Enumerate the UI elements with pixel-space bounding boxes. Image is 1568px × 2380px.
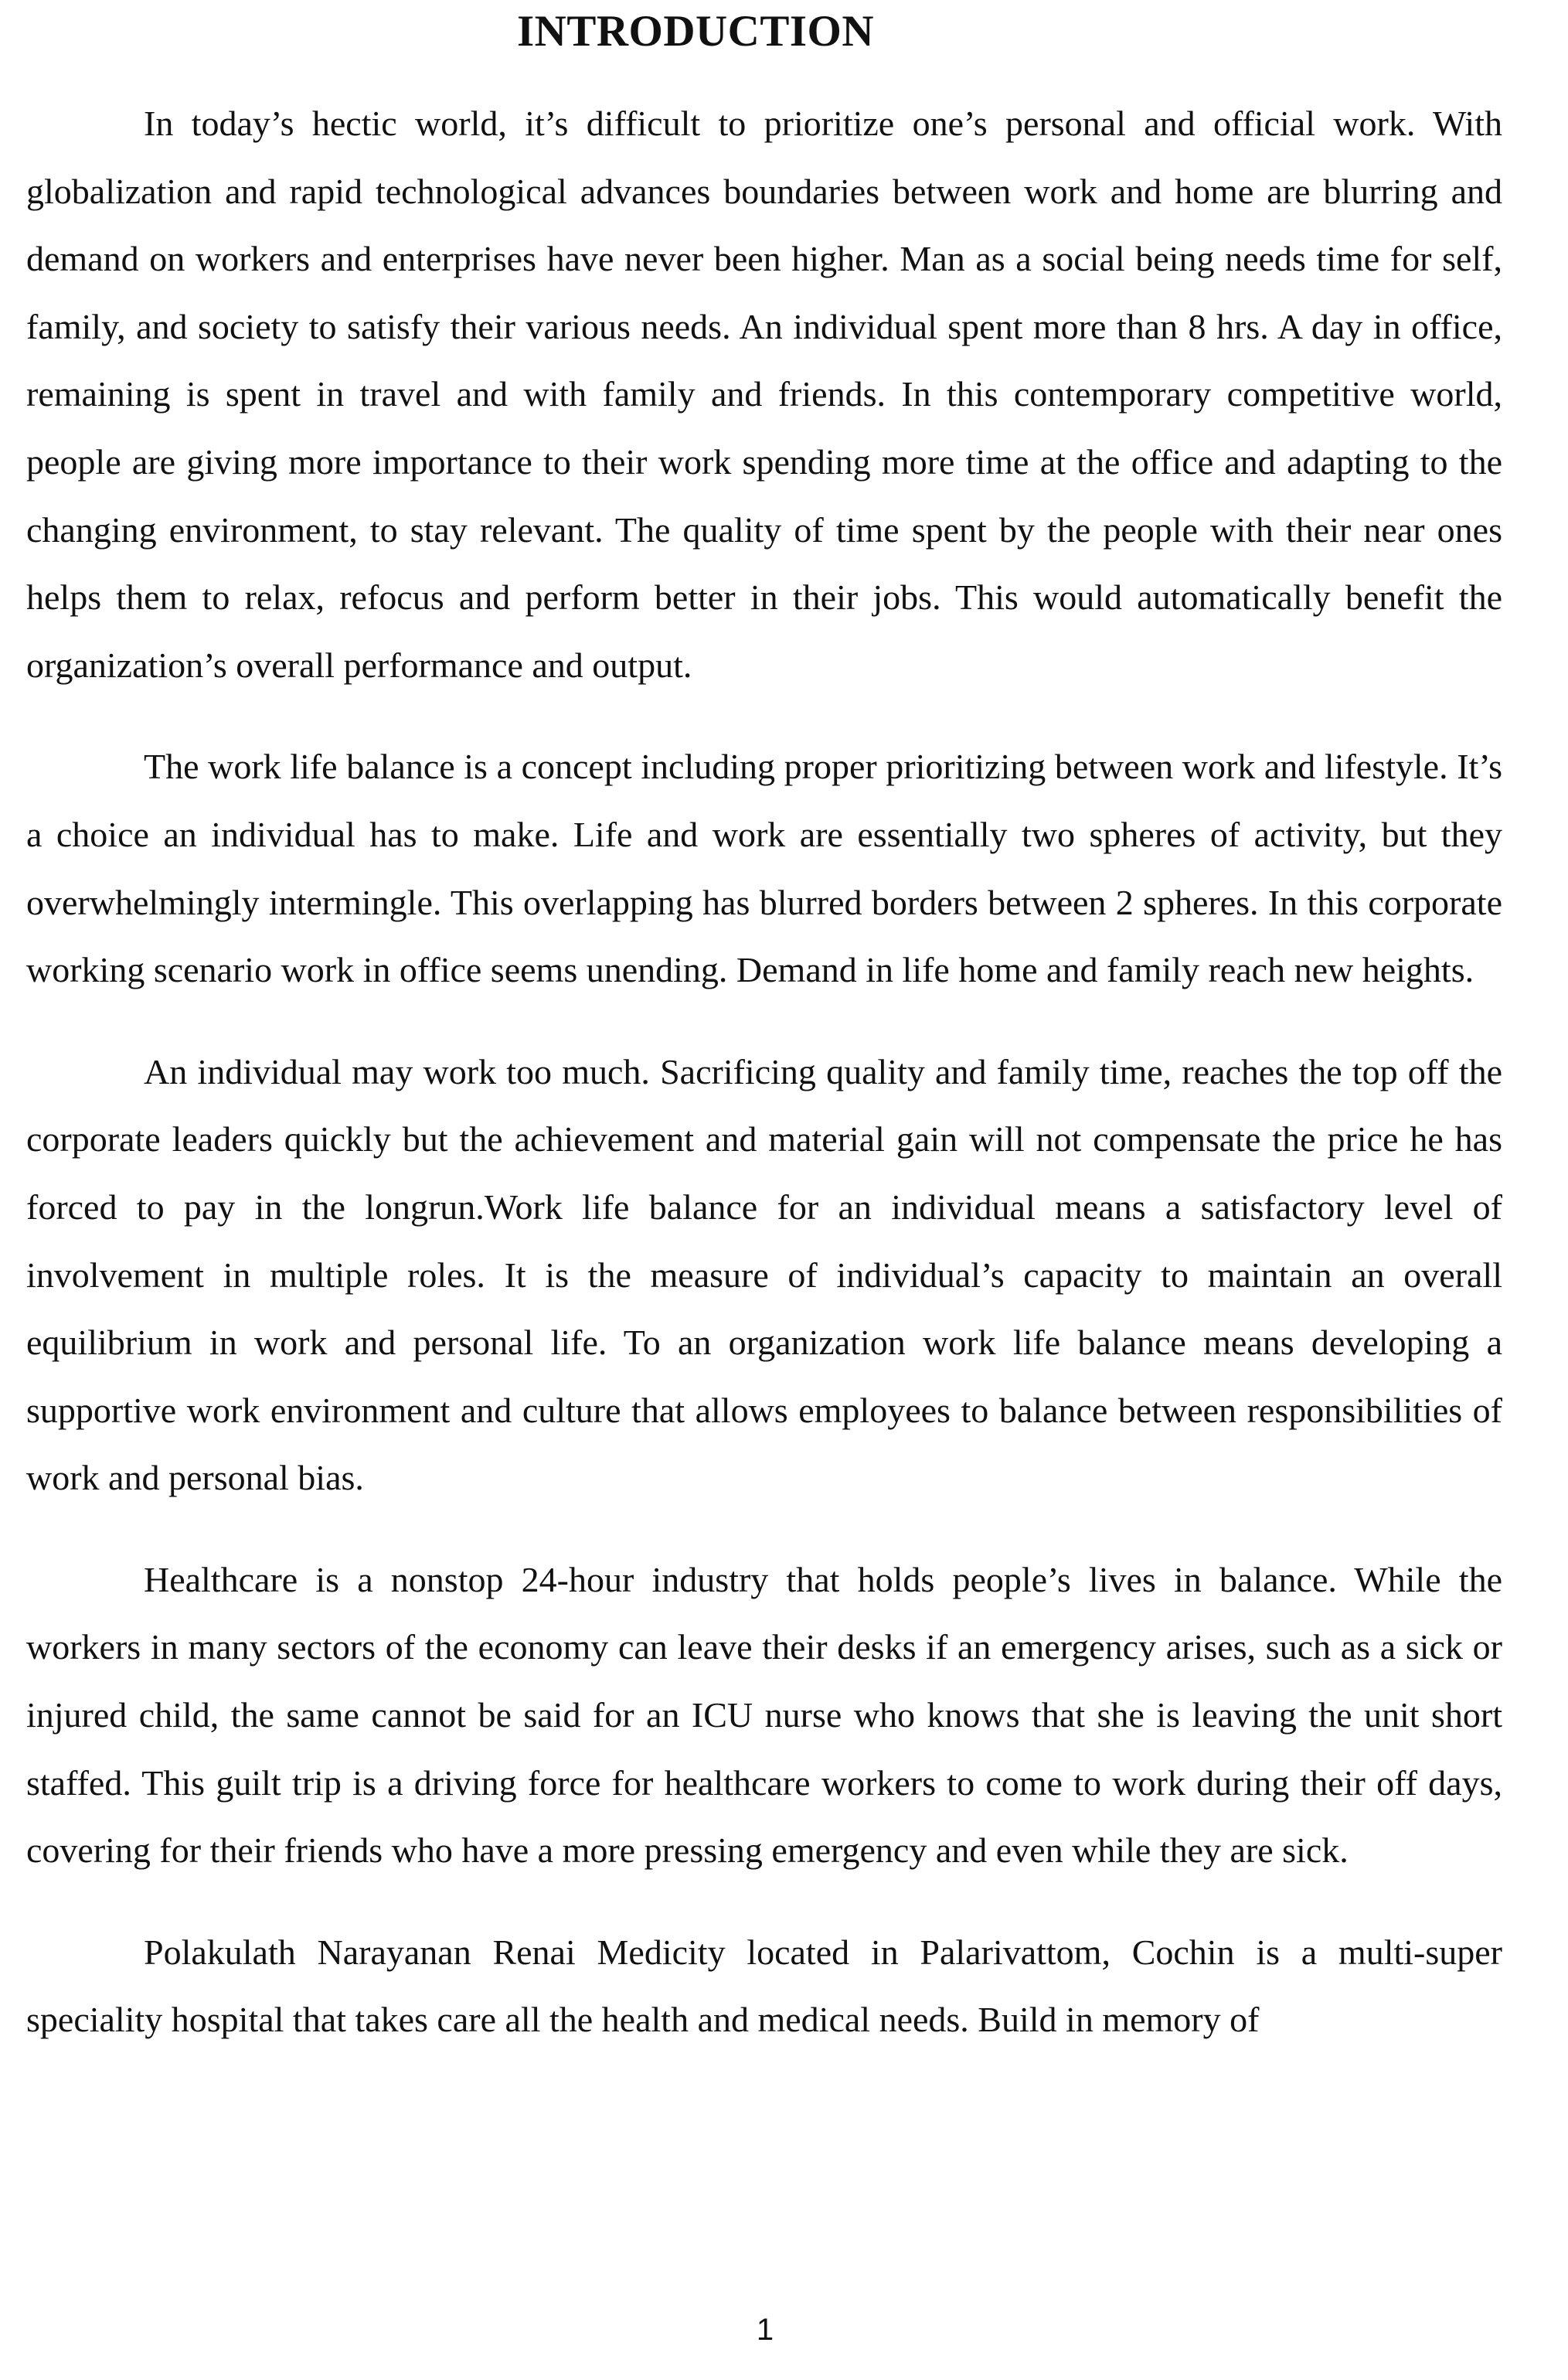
paragraph-spacer bbox=[26, 1004, 1502, 1038]
paragraph-3: An individual may work too much. Sacrificing quality and family time, reaches the top off the corporate leaders quickly but the achievement and material gain will not compensate the price he has forced to pay in the longrun.Work life balance for an individual means a satisfactory level of involvement in multiple roles. It is the measure of individual’s capacity to maintain an overall equilibrium in work and personal life. To an organization work life balance means developing a supportive work environment and culture that allows employees to balance between responsibilities of work and personal bias. bbox=[26, 1051, 1502, 1498]
paragraph-2: The work life balance is a concept including proper prioritizing between work and lifestyle. It’s a choice an individual has to make. Life and work are essentially two spheres of activity, but they overwhelmingly intermingle. This overlapping has blurred borders between 2 spheres. In this corporate working scenario work in office seems unending. Demand in life home and family reach new heights. bbox=[26, 747, 1502, 990]
body-text bbox=[26, 90, 1502, 2054]
paragraph-spacer bbox=[26, 1885, 1502, 1919]
paragraph-1: In today’s hectic world, it’s difficult to prioritize one’s personal and official work. With globalization and rapid technological advances boundaries between work and home are blurring and demand on workers and enterprises have never been higher. Man as a social being needs time for self, family, and society to satisfy their various needs. An individual spent more than 8 hrs. A day in office, remaining is spent in travel and with family and friends. In this contemporary competitive world, people are giving more importance to their work spending more time at the office and adapting to the changing environment, to stay relevant. The quality of time spent by the people with their near ones helps them to relax, refocus and perform better in their jobs. This would automatically benefit the organization’s overall performance and output. bbox=[26, 104, 1502, 685]
page-number: 1 bbox=[756, 2313, 774, 2347]
paragraph-spacer bbox=[26, 699, 1502, 733]
page-title: INTRODUCTION bbox=[516, 7, 875, 56]
paragraph-5: Polakulath Narayanan Renai Medicity located in Palarivattom, Cochin is a multi-super speciality hospital that takes care all the health and medical needs. Build in memory of bbox=[26, 1932, 1502, 2040]
paragraph-4: Healthcare is a nonstop 24-hour industry that holds people’s lives in balance. While the workers in many sectors of the economy can leave their desks if an emergency arises, such as a sick or injured child, the same cannot be said for an ICU nurse who knows that she is leaving the unit short staffed. This guilt trip is a driving force for healthcare workers to come to work during their off days, covering for their friends who have a more pressing emergency and even while they are sick. bbox=[26, 1559, 1502, 1871]
paragraph-spacer bbox=[26, 1512, 1502, 1546]
